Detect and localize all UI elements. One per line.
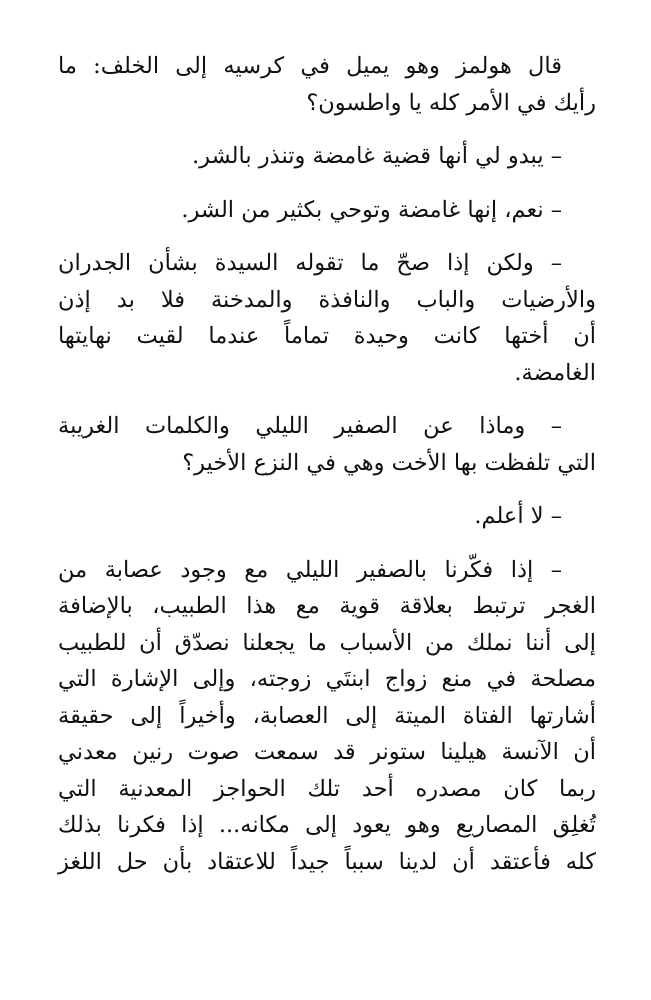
text-line: – إذا فكّرنا بالصفير الليلي مع وجود عصابة من — [58, 556, 562, 583]
text-line: التي تلفظت بها الأخت وهي في النزع الأخير؟ — [182, 449, 596, 476]
text-line: ربما كان مصدره أحد تلك الحواجز المعدنية التي — [58, 775, 596, 802]
text-line: قال هولمز وهو يميل في كرسيه إلى الخلف: ما — [58, 53, 562, 79]
paragraph-holmes-question — [58, 48, 596, 121]
text-line: إلى أننا نملك من الأسباب ما يجعلنا نصدّق أن للطبيب — [58, 629, 596, 656]
text-line: تُغلِق المصاريع وهو يعود إلى مكانه... إذا فكرنا بذلك — [58, 812, 596, 838]
paragraph-dialogue-4 — [58, 408, 596, 481]
text-line: – نعم، إنها غامضة وتوحي بكثير من الشر. — [181, 196, 562, 223]
paragraph-dialogue-5 — [58, 498, 596, 535]
text-line: أن أختها كانت وحيدة تماماً عندما لقيت نهايتها — [58, 323, 596, 349]
text-line: الغامضة. — [514, 359, 596, 386]
text-line: رأيك في الأمر كله يا واطسون؟ — [306, 89, 596, 116]
text-line: أن الآنسة هيلينا ستونر قد سمعت صوت رنين معدني — [58, 739, 596, 765]
text-line: أشارتها الفتاة الميتة إلى العصابة، وأخيراً إلى حقيقة — [58, 702, 596, 729]
paragraph-dialogue-1 — [58, 138, 596, 175]
text-line: كله فأعتقد أن لدينا سبباً جيداً للاعتقاد بأن حل اللغز — [58, 848, 596, 875]
text-line: والأرضيات والباب والنافذة والمدخنة فلا بد إذن — [58, 286, 596, 313]
paragraph-dialogue-3 — [58, 245, 596, 391]
text-line: – ولكن إذا صحّ ما تقوله السيدة بشأن الجدران — [58, 250, 562, 276]
paragraph-dialogue-6 — [58, 552, 596, 881]
text-line: – يبدو لي أنها قضية غامضة وتنذر بالشر. — [192, 143, 562, 169]
text-line: – وماذا عن الصفير الليلي والكلمات الغريبة — [58, 413, 562, 439]
paragraph-dialogue-2 — [58, 192, 596, 229]
text-line: – لا أعلم. — [474, 503, 562, 529]
text-line: مصلحة في منع زواج ابنتَي زوجته، وإلى الإشارة التي — [58, 666, 596, 692]
book-page — [58, 48, 596, 897]
text-line: الغجر ترتبط بعلاقة قوية مع هذا الطبيب، بالإضافة — [58, 593, 596, 619]
